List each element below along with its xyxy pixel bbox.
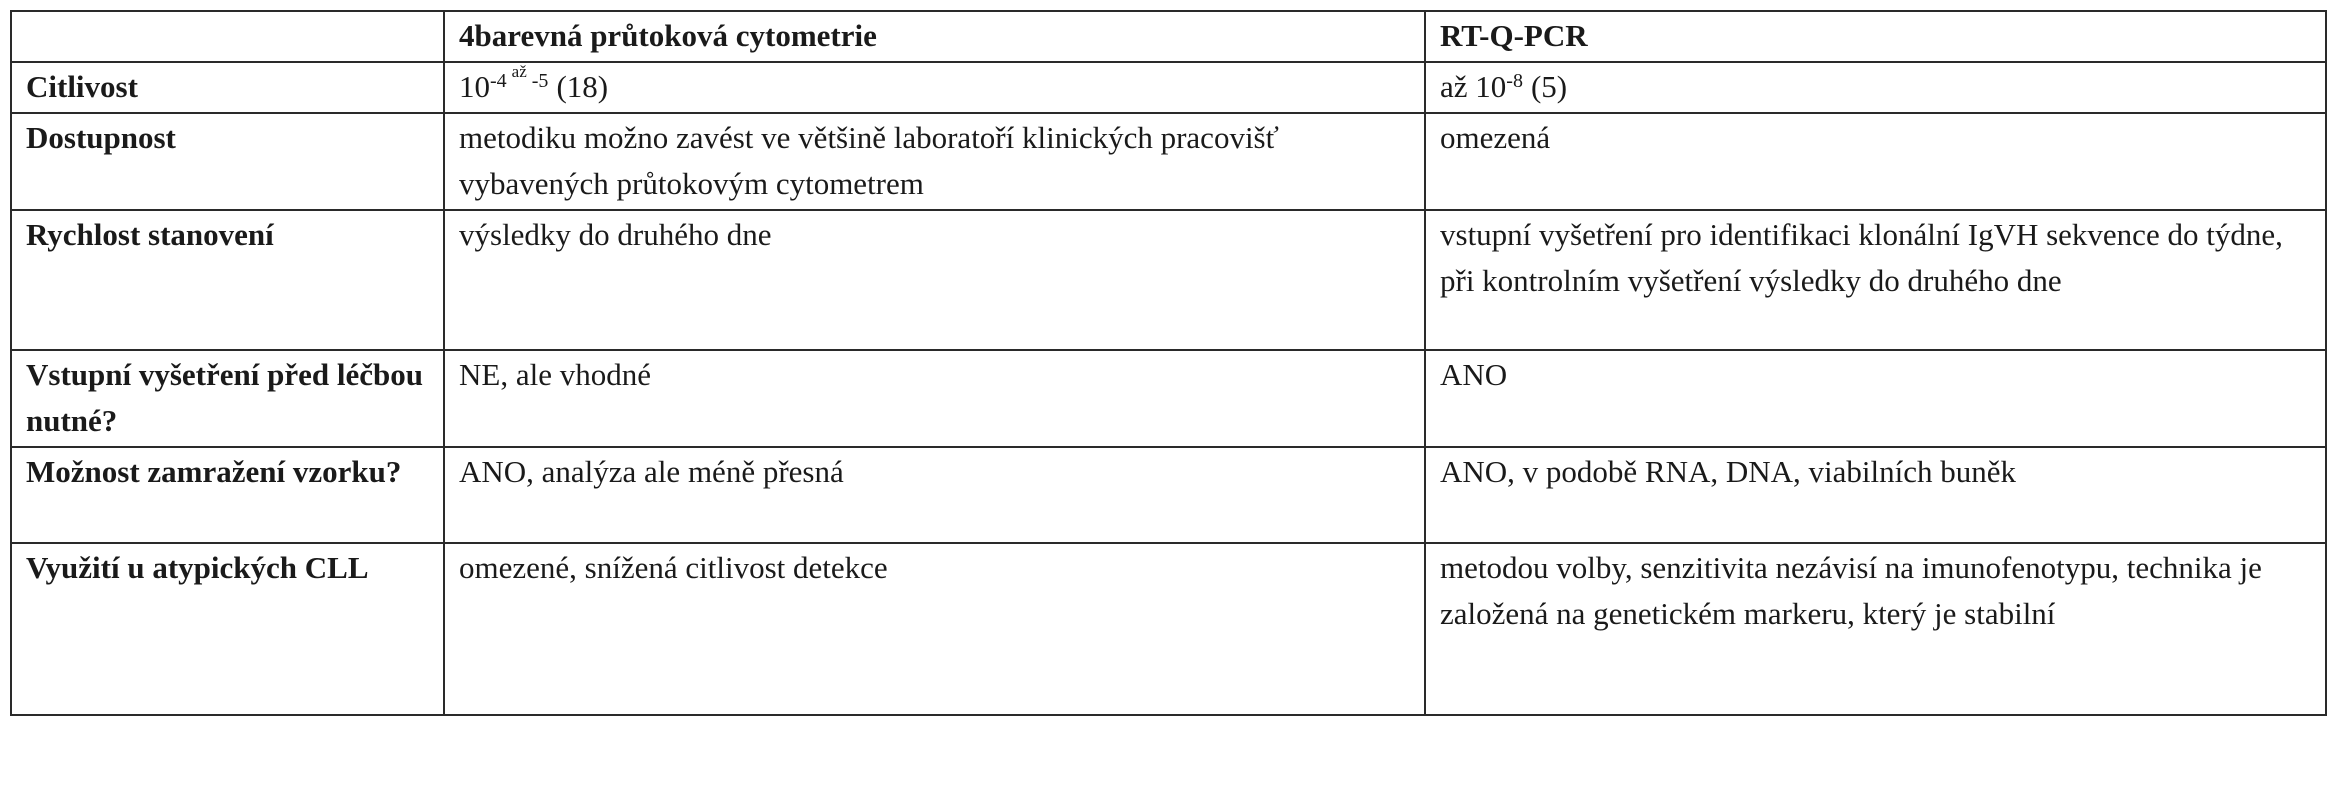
pcr-sensitivity-exponent: -8 bbox=[1506, 70, 1523, 92]
cell-flow-speed: výsledky do druhého dne bbox=[444, 210, 1425, 350]
table-row bbox=[11, 543, 2326, 715]
cell-flow-atypical-cll: omezené, snížená citlivost detekce bbox=[444, 543, 1425, 715]
table-row bbox=[11, 113, 2326, 210]
comparison-table bbox=[10, 10, 2327, 716]
row-label-freezing: Možnost zamražení vzorku? bbox=[11, 447, 444, 543]
row-label-atypical-cll: Využití u atypických CLL bbox=[11, 543, 444, 715]
cell-pcr-freezing: ANO, v podobě RNA, DNA, viabilních buněk bbox=[1425, 447, 2326, 543]
table-header-row bbox=[11, 11, 2326, 62]
cell-flow-freezing: ANO, analýza ale méně přesná bbox=[444, 447, 1425, 543]
sensitivity-exponent-b: -5 bbox=[531, 70, 549, 92]
pcr-sensitivity-prefix: až 10 bbox=[1440, 69, 1507, 104]
header-cell-rt-q-pcr: RT-Q-PCR bbox=[1425, 11, 2326, 62]
table-row bbox=[11, 210, 2326, 350]
sensitivity-reference: (18) bbox=[556, 69, 609, 104]
sensitivity-base: 10 bbox=[459, 69, 490, 104]
row-label-availability: Dostupnost bbox=[11, 113, 444, 210]
table-row bbox=[11, 62, 2326, 113]
cell-flow-initial-exam: NE, ale vhodné bbox=[444, 350, 1425, 447]
table-row bbox=[11, 447, 2326, 543]
sensitivity-exponent-a: -4 bbox=[490, 70, 507, 92]
row-label-speed: Rychlost stanovení bbox=[11, 210, 444, 350]
cell-pcr-initial-exam: ANO bbox=[1425, 350, 2326, 447]
cell-pcr-atypical-cll: metodou volby, senzitivita nezávisí na imunofenotypu, technika je založená na genetickém markeru, který je stabilní bbox=[1425, 543, 2326, 715]
cell-flow-sensitivity bbox=[444, 62, 1425, 113]
cell-flow-availability: metodiku možno zavést ve většině laboratoří klinických pracovišť vybavených průtokovým cytometrem bbox=[444, 113, 1425, 210]
sensitivity-exponent-join: až bbox=[511, 62, 527, 81]
header-cell-empty bbox=[11, 11, 444, 62]
header-cell-flow-cytometry: 4barevná průtoková cytometrie bbox=[444, 11, 1425, 62]
row-label-sensitivity: Citlivost bbox=[11, 62, 444, 113]
row-label-initial-exam: Vstupní vyšetření před léčbou nutné? bbox=[11, 350, 444, 447]
table-row bbox=[11, 350, 2326, 447]
cell-pcr-speed: vstupní vyšetření pro identifikaci klonální IgVH sekvence do týdne, při kontrolním vyšetření výsledky do druhého dne bbox=[1425, 210, 2326, 350]
cell-pcr-availability: omezená bbox=[1425, 113, 2326, 210]
pcr-sensitivity-reference: (5) bbox=[1530, 69, 1568, 104]
cell-pcr-sensitivity bbox=[1425, 62, 2326, 113]
